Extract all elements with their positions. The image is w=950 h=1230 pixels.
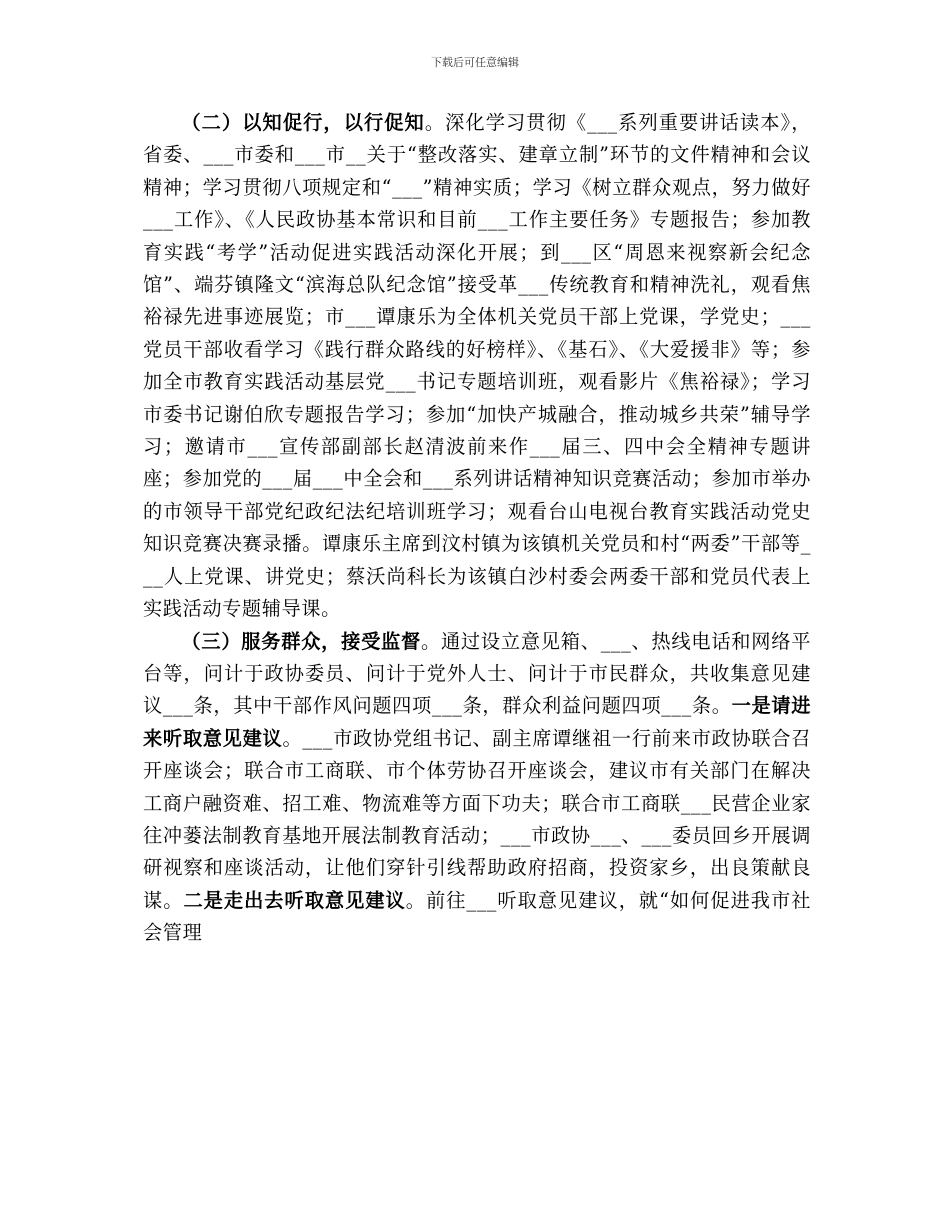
section-heading-three: （三）服务群众，接受监督 — [181, 629, 421, 653]
paragraph-study-text: 。深化学习贯彻《___系列重要讲话读本》，省委、___市委和___市__关于“整改落实、建章立制”环节的文件精神和会议精神；学习贯彻八项规定和“___”精神实质；学习《树立群众观点，努力做好___工作》、《人民政协基本常识和目前___工作主要任务》专题报告；参加教育实践“考学”活动促进实践活动深化开展；到___区“周恩来视察新会纪念馆”、端芬镇隆文“滨海总队纪念馆”接受革___传统教育和精神洗礼，观看焦裕禄先进事迹展览；市___谭康乐为全体机关党员干部上党课，学党史；___党员干部收看学习《践行群众路线的好榜样》、《基石》、《大爱援非》等；参加全市教育实践活动基层党___书记专题培训班，观看影片《焦裕禄》；学习市委书记谢伯欣专题报告学习；参加“加快产城融合，推动城乡共荣”辅导学习；邀请市___宣传部副部长赵清波前来作___届三、四中会全精神专题讲座；参加党的___届___中全会和___系列讲话精神知识竞赛活动；参加市举办的市领导干部党纪政纪法纪培训班学习；观看台山电视台教育实践活动党史知识竞赛决赛录播。谭康乐主席到汶村镇为该镇机关党员和村“两委”干部等___人上党课、讲党史；蔡沃尚科长为该镇白沙村委会两委干部和党员代表上实践活动专题辅导课。 — [143, 111, 811, 621]
page-header: 下载后可任意编辑 — [431, 56, 519, 69]
subheading-go-out: 二是走出去听取意见建议 — [183, 888, 406, 912]
document-body — [143, 107, 811, 950]
paragraph-study — [143, 107, 811, 626]
paragraph-service-text-2: 。___市政协党组书记、副主席谭继祖一行前来市政协联合召开座谈会；联合市工商联、市个体劳协召开座谈会，建议市有关部门在解决工商户融资难、招工难、物流难等方面下功夫；联合市工商联___民营企业家往冲蒌法制教育基地开展法制教育活动；___市政协___、___委员回乡开展调研视察和座谈活动，让他们穿针引线帮助政府招商，投资家乡，出良策献良谋。 — [143, 726, 811, 912]
subheading-invite-in: 一是请进来听取意见建议 — [143, 694, 811, 750]
paragraph-service-text-3: 。前往___听取意见建议，就“如何促进我市社会管理 — [143, 888, 812, 945]
paragraph-service-text-1: 。通过设立意见箱、___、热线电话和网络平台等，问计于政协委员、问计于党外人士、问计于市民群众，共收集意见建议___条，其中干部作风问题四项___条，群众利益问题四项___条。 — [143, 629, 811, 718]
section-heading-two: （二）以知促行，以行促知 — [181, 111, 425, 134]
paragraph-service — [143, 626, 811, 950]
